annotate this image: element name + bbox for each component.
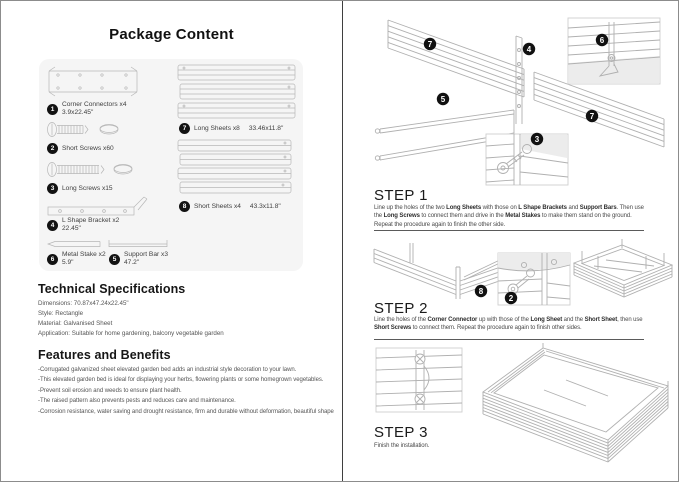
item-number-badge: 2 <box>47 143 58 154</box>
page-divider <box>342 1 343 481</box>
part-badge: 6 <box>599 35 605 45</box>
item-size: 22.45" <box>62 225 81 232</box>
spec-line: Material: Galvanised Sheet <box>38 320 113 327</box>
feature-line: -Prevent soil erosion and weeds to ensure plant health. <box>38 387 182 394</box>
short-screw-drawing <box>45 121 135 138</box>
long-sheets-drawing <box>176 64 298 122</box>
spec-line: Style: Rectangle <box>38 310 84 317</box>
item-size: 43.3x11.8" <box>249 202 281 210</box>
package-item <box>179 123 283 134</box>
part-badge: 8 <box>478 286 484 296</box>
spec-line: Dimensions: 70.87x47.24x22.45" <box>38 300 129 307</box>
package-item <box>47 251 106 267</box>
step2-heading: STEP 2 <box>374 300 428 317</box>
item-label: L Shape Bracket x2 <box>62 217 120 224</box>
short-sheets-drawing <box>176 139 296 197</box>
part-badge: 2 <box>508 293 514 303</box>
package-item <box>109 251 168 267</box>
package-content-card <box>39 59 303 271</box>
part-badge: 5 <box>440 94 446 104</box>
feature-line: -The raised pattern also prevents pests and reduces care and maintenance. <box>38 398 236 405</box>
metal-stake-drawing <box>45 239 103 249</box>
item-number-badge: 7 <box>179 123 190 134</box>
page-title: Package Content <box>109 26 234 43</box>
item-label: Metal Stake x2 <box>62 251 106 258</box>
item-number-badge: 1 <box>47 104 58 115</box>
item-number-badge: 3 <box>47 183 58 194</box>
item-number-badge: 5 <box>109 254 120 265</box>
part-badge: 7 <box>427 39 433 49</box>
package-item <box>47 143 114 154</box>
step1-heading: STEP 1 <box>374 187 428 204</box>
support-bar-drawing <box>105 237 171 250</box>
technical-specifications-section <box>38 282 338 339</box>
l-shape-bracket-drawing <box>45 196 149 218</box>
step3-heading: STEP 3 <box>374 424 428 441</box>
item-size: 33.46x11.8" <box>248 124 284 132</box>
item-label: Short Screws x60 <box>62 144 114 152</box>
item-size: 5.9" <box>62 259 74 266</box>
step2-body: Line the holes of the Corner Connector up with those of the Long Sheet and the Short Sheet, then use Short Screws to connect them. Repeat the procedure again to finish other sides. <box>374 317 643 332</box>
package-item <box>47 101 127 117</box>
step2-diagram <box>346 239 676 307</box>
item-label: Long Screws x15 <box>62 184 113 192</box>
section-heading: Features and Benefits <box>38 348 171 362</box>
step3-body: Finish the installation. <box>374 443 430 449</box>
part-badge: 7 <box>589 111 595 121</box>
part-badge: 4 <box>526 44 532 54</box>
section-rule <box>374 339 644 340</box>
package-item <box>47 217 119 233</box>
features-section <box>38 348 340 417</box>
item-label: Support Bar x3 <box>124 251 168 258</box>
feature-line: -Corrosion resistance, water saving and drought resistance, firm and durable without deformation, beautiful shape <box>38 408 334 415</box>
part-badge: 3 <box>534 134 540 144</box>
spec-line: Application: Suitable for home gardening, balcony vegetable garden <box>38 330 224 337</box>
item-number-badge: 4 <box>47 220 58 231</box>
package-item <box>179 201 281 212</box>
item-label: Long Sheets x8 <box>194 124 240 132</box>
item-label: Short Sheets x4 <box>194 202 241 210</box>
package-item <box>47 183 113 194</box>
item-label: Corner Connectors x4 <box>62 101 127 108</box>
section-heading: Technical Specifications <box>38 282 186 296</box>
corner-connector-drawing <box>45 65 141 99</box>
feature-line: -This elevated garden bed is ideal for displaying your herbs, flowering plants or some homegrown vegetables. <box>38 377 324 384</box>
feature-line: -Corrugated galvanized sheet elevated garden bed adds an industrial style decoration to your lawn. <box>38 367 297 373</box>
item-size: 3.9x22.45" <box>62 109 94 116</box>
item-size: 47.2" <box>124 259 140 266</box>
section-rule <box>374 230 644 231</box>
long-screw-drawing <box>45 161 149 178</box>
step1-body: Line up the holes of the two Long Sheets with those on L Shape Brackets and Support Bars. Then use the Long Screws to connect them and drive in the Metal Stakes to make them stand on the ground. Repeat the procedure again to finish the other side. <box>374 205 644 228</box>
item-number-badge: 6 <box>47 254 58 265</box>
item-number-badge: 8 <box>179 201 190 212</box>
step1-diagram <box>346 6 676 186</box>
